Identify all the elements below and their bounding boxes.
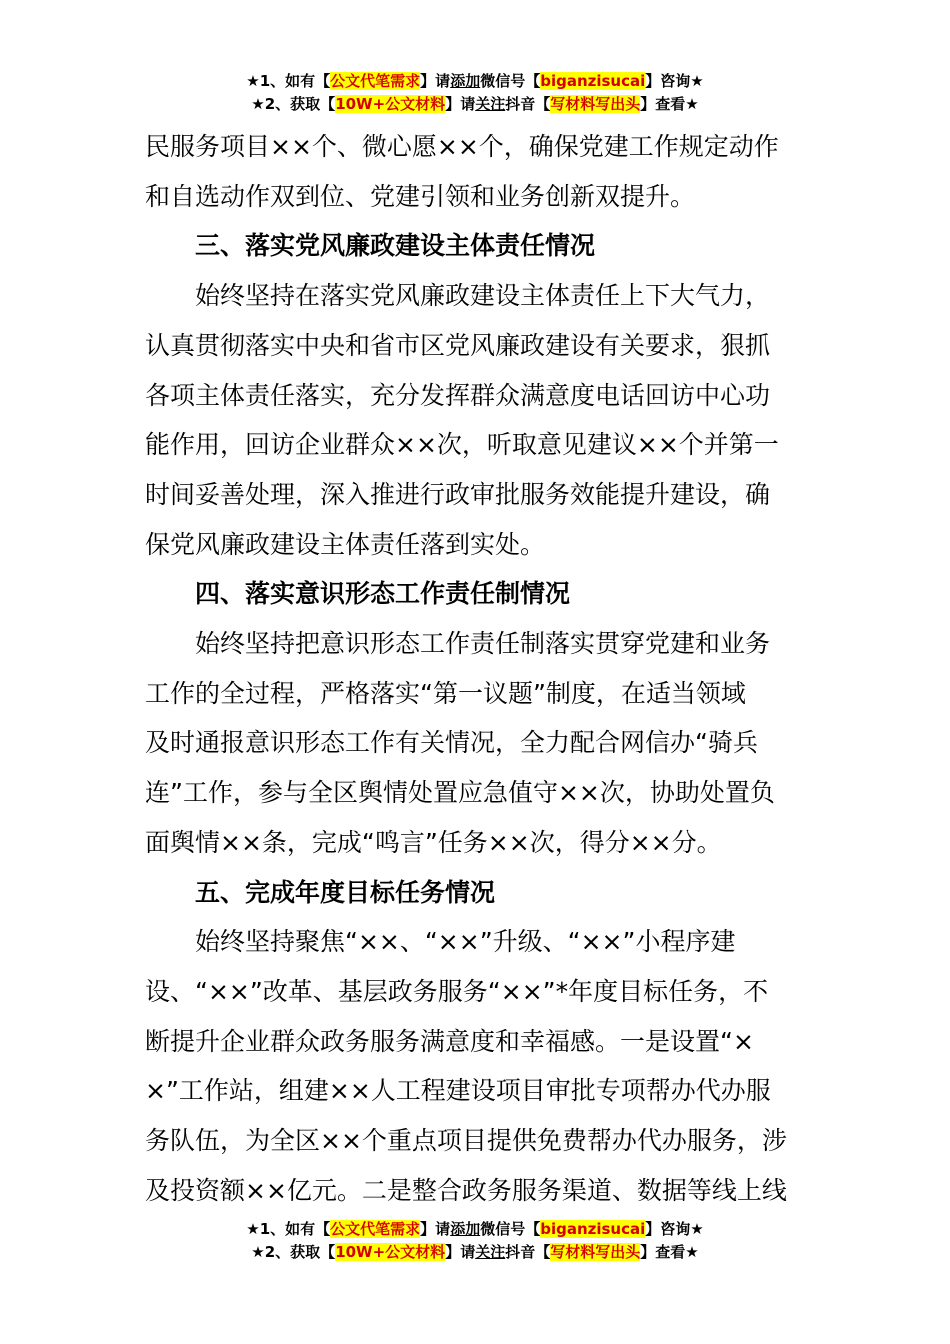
highlight-service: 公文代笔需求 [330, 72, 421, 90]
banner-line-1: ★1、如有【公文代笔需求】请添加微信号【biganzisucai】咨询★ [246, 1220, 704, 1238]
document-body [145, 122, 810, 1215]
body-line: 及时通报意识形态工作有关情况，全力配合网信办“骑兵 [145, 728, 758, 758]
body-line: 始终坚持聚焦“××、“××”升级、“××”小程序建 [195, 927, 736, 957]
body-line: 断提升企业群众政务服务满意度和幸福感。一是设置“× [145, 1026, 754, 1056]
footer-banner [0, 1218, 950, 1264]
header-banner [0, 70, 950, 116]
banner-line-2: ★2、获取【10W+公文材料】请关注抖音【写材料写出头】查看★ [251, 1243, 699, 1261]
highlight-wechat-id: biganzisucai [540, 1220, 646, 1238]
body-line: 始终坚持在落实党风廉政建设主体责任上下大气力， [195, 281, 771, 311]
body-line: 民服务项目××个、微心愿××个，确保党建工作规定动作 [145, 132, 779, 161]
body-line: 能作用，回访企业群众××次，听取意见建议××个并第一 [145, 430, 779, 460]
highlight-materials: 10W+公文材料 [335, 1243, 446, 1261]
section-heading-5: 五、完成年度目标任务情况 [195, 877, 496, 907]
highlight-service: 公文代笔需求 [330, 1220, 421, 1238]
highlight-materials: 10W+公文材料 [335, 95, 446, 113]
section-heading-3: 三、落实党风廉政建设主体责任情况 [195, 231, 596, 261]
body-line: 设、“××”改革、基层政务服务“××”*年度目标任务，不 [145, 976, 769, 1006]
highlight-douyin: 写材料写出头 [550, 1243, 641, 1261]
highlight-wechat-id: biganzisucai [540, 72, 646, 90]
section-heading-4: 四、落实意识形态工作责任制情况 [195, 579, 571, 609]
body-line: 务队伍，为全区××个重点项目提供免费帮办代办服务，涉 [145, 1126, 787, 1156]
highlight-douyin: 写材料写出头 [550, 95, 641, 113]
body-line: 工作的全过程，严格落实“第一议题”制度，在适当领域 [145, 678, 746, 708]
body-line: 面舆情××条，完成“鸣言”任务××次，得分××分。 [145, 827, 722, 857]
body-line: 时间妥善处理，深入推进行政审批服务效能提升建设，确 [145, 479, 771, 509]
banner-line-1: ★1、如有【公文代笔需求】请添加微信号【biganzisucai】咨询★ [246, 72, 704, 90]
banner-line-2: ★2、获取【10W+公文材料】请关注抖音【写材料写出头】查看★ [251, 95, 699, 113]
body-line: 始终坚持把意识形态工作责任制落实贯穿党建和业务 [195, 629, 771, 659]
body-line: 认真贯彻落实中央和省市区党风廉政建设有关要求，狠抓 [145, 330, 771, 360]
body-line: 各项主体责任落实，充分发挥群众满意度电话回访中心功 [145, 380, 771, 410]
body-line: 及投资额××亿元。二是整合政务服务渠道、数据等线上线 [145, 1175, 787, 1205]
body-line: ×”工作站，组建××人工程建设项目审批专项帮办代办服 [145, 1076, 771, 1106]
body-line: 连”工作，参与全区舆情处置应急值守××次，协助处置负 [145, 778, 775, 808]
body-line: 保党风廉政建设主体责任落到实处。 [145, 529, 546, 559]
body-line: 和自选动作双到位、党建引领和业务创新双提升。 [145, 181, 696, 211]
